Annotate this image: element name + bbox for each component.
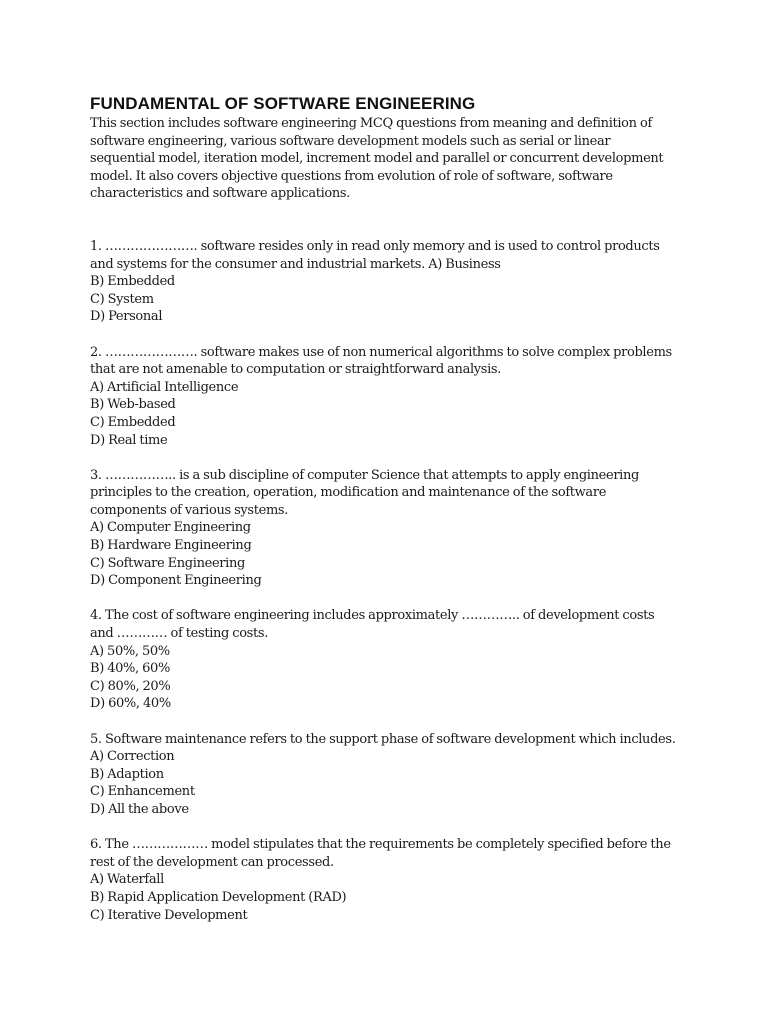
question-line: principles to the creation, operation, modification and maintenance of the software xyxy=(90,485,607,501)
answer-option: D) Component Engineering xyxy=(90,573,262,589)
answer-option: D) All the above xyxy=(90,801,189,817)
answer-option: C) Enhancement xyxy=(90,784,195,800)
intro-line: This section includes software engineering MCQ questions from meaning and definition of xyxy=(90,116,652,131)
answer-option: B) 40%, 60% xyxy=(90,661,170,677)
answer-option: A) Waterfall xyxy=(90,872,164,888)
intro-line: software engineering, various software development models such as serial or linear xyxy=(90,133,611,149)
document-page xyxy=(90,93,690,924)
question-4 xyxy=(90,607,690,713)
question-3 xyxy=(90,467,690,590)
answer-option: C) Software Engineering xyxy=(90,555,245,571)
answer-option: A) Artificial Intelligence xyxy=(90,379,239,395)
question-text xyxy=(90,467,690,520)
answer-option: A) Correction xyxy=(90,749,175,765)
question-line: 4. The cost of software engineering includes approximately ………….. of development costs xyxy=(90,608,655,624)
answer-option: A) Computer Engineering xyxy=(90,520,251,536)
document-title: FUNDAMENTAL OF SOFTWARE ENGINEERING xyxy=(90,94,476,113)
question-text xyxy=(90,607,690,642)
question-1 xyxy=(90,238,690,326)
answer-option: C) Iterative Development xyxy=(90,907,248,923)
question-text xyxy=(90,238,690,273)
question-line: 3. …………….. is a sub discipline of computer Science that attempts to apply engineering xyxy=(90,467,639,483)
question-line: and systems for the consumer and industrial markets. A) Business xyxy=(90,256,501,272)
question-line: components of various systems. xyxy=(90,502,289,518)
answer-option: D) Personal xyxy=(90,309,163,325)
question-line: 6. The ……………… model stipulates that the requirements be completely specified before the xyxy=(90,837,671,853)
intro-line: model. It also covers objective questions from evolution of role of software, software xyxy=(90,168,613,184)
question-line: rest of the development can processed. xyxy=(90,854,334,870)
answer-option: B) Embedded xyxy=(90,274,175,290)
answer-option: B) Rapid Application Development (RAD) xyxy=(90,889,347,905)
question-6 xyxy=(90,836,690,924)
answer-option: B) Hardware Engineering xyxy=(90,538,252,554)
answer-option: C) Embedded xyxy=(90,414,176,430)
intro-paragraph xyxy=(90,115,690,203)
intro-line: sequential model, iteration model, increment model and parallel or concurrent development xyxy=(90,151,664,167)
intro-line: characteristics and software applications. xyxy=(90,186,351,202)
question-line: that are not amenable to computation or straightforward analysis. xyxy=(90,362,502,378)
question-line: and ………… of testing costs. xyxy=(90,626,268,642)
question-line: 1. …………………. software resides only in read only memory and is used to control products xyxy=(90,238,660,254)
answer-option: B) Adaption xyxy=(90,766,164,782)
question-text xyxy=(90,731,690,749)
question-text xyxy=(90,836,690,871)
answer-option: C) 80%, 20% xyxy=(90,678,171,694)
question-2 xyxy=(90,344,690,450)
question-line: 5. Software maintenance refers to the support phase of software development which includes. xyxy=(90,731,676,747)
answer-option: D) 60%, 40% xyxy=(90,696,171,712)
question-5 xyxy=(90,731,690,819)
answer-option: D) Real time xyxy=(90,432,168,448)
question-line: 2. …………………. software makes use of non numerical algorithms to solve complex problems xyxy=(90,344,672,360)
answer-option: C) System xyxy=(90,291,154,307)
answer-option: B) Web-based xyxy=(90,397,176,413)
question-text xyxy=(90,344,690,379)
answer-option: A) 50%, 50% xyxy=(90,643,170,659)
